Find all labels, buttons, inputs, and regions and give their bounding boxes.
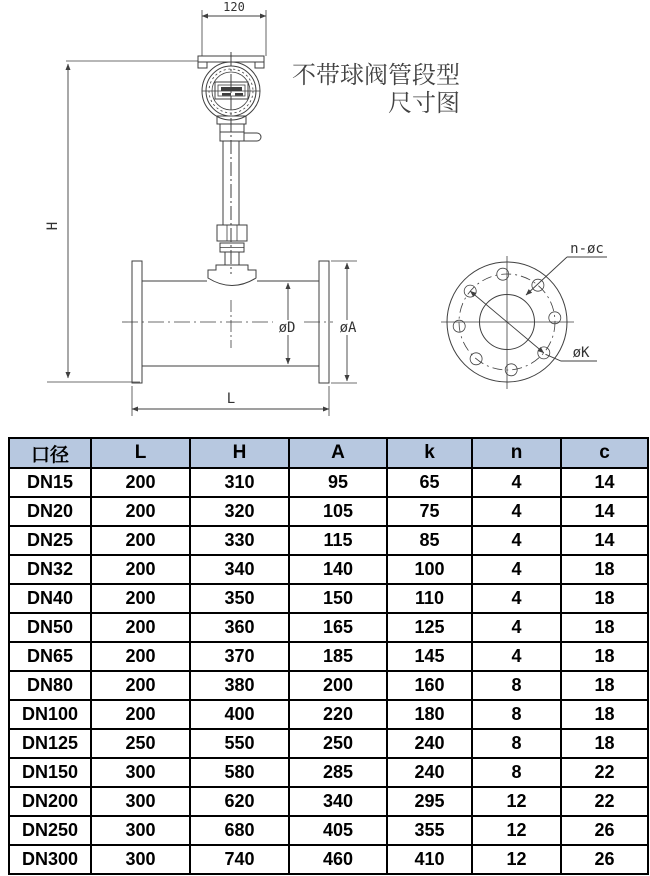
cell: 8	[472, 700, 561, 729]
cell: DN65	[9, 642, 91, 671]
table-row	[9, 816, 648, 845]
cell: 4	[472, 468, 561, 497]
cell: 22	[561, 758, 648, 787]
header-cell-L: L	[91, 438, 190, 468]
cell: 145	[387, 642, 472, 671]
flowmeter-drawing-area	[0, 0, 650, 437]
drawing-title-line2: 尺寸图	[388, 90, 460, 117]
cell: 22	[561, 787, 648, 816]
cell: DN20	[9, 497, 91, 526]
cell: DN15	[9, 468, 91, 497]
cell: 95	[289, 468, 387, 497]
cell: 340	[289, 787, 387, 816]
cell: 330	[190, 526, 289, 555]
dim-inner-diameter	[273, 283, 301, 364]
drawing-title	[290, 62, 460, 118]
table-row	[9, 787, 648, 816]
cell: 18	[561, 613, 648, 642]
cell: 460	[289, 845, 387, 874]
header-cell-c: c	[561, 438, 648, 468]
table-row	[9, 700, 648, 729]
cell: 180	[387, 700, 472, 729]
cell: 400	[190, 700, 289, 729]
header-cell-n: n	[472, 438, 561, 468]
cell: 240	[387, 729, 472, 758]
cell: 65	[387, 468, 472, 497]
cell: 300	[91, 758, 190, 787]
inner-diameter-label: øD	[278, 320, 296, 336]
cell: 300	[91, 816, 190, 845]
cell: 200	[91, 468, 190, 497]
cell: 620	[190, 787, 289, 816]
cell: 12	[472, 787, 561, 816]
cell: DN150	[9, 758, 91, 787]
cell: 100	[387, 555, 472, 584]
dim-head-width	[202, 0, 266, 56]
cell: 355	[387, 816, 472, 845]
cell: 105	[289, 497, 387, 526]
cell: 4	[472, 555, 561, 584]
cell: 115	[289, 526, 387, 555]
cell: 85	[387, 526, 472, 555]
table-row	[9, 642, 648, 671]
cell: 240	[387, 758, 472, 787]
cell: 140	[289, 555, 387, 584]
cell: 18	[561, 584, 648, 613]
cell: DN80	[9, 671, 91, 700]
cell: 4	[472, 642, 561, 671]
cell: 26	[561, 816, 648, 845]
cell: 580	[190, 758, 289, 787]
cell: 360	[190, 613, 289, 642]
cell: 4	[472, 613, 561, 642]
cell: 12	[472, 845, 561, 874]
cell: 125	[387, 613, 472, 642]
header-cell-k: k	[387, 438, 472, 468]
cell: 200	[91, 584, 190, 613]
cell: 75	[387, 497, 472, 526]
header-row	[9, 438, 648, 468]
cell: 200	[91, 613, 190, 642]
table-row	[9, 613, 648, 642]
cell: 680	[190, 816, 289, 845]
table-row	[9, 729, 648, 758]
cell: 200	[91, 555, 190, 584]
cell: DN40	[9, 584, 91, 613]
cell: 200	[91, 671, 190, 700]
cell: 110	[387, 584, 472, 613]
cable-port	[244, 133, 261, 141]
dim-height	[45, 61, 198, 382]
table-row	[9, 526, 648, 555]
bolt-holes-label: n-øc	[570, 241, 604, 257]
cell: 165	[289, 613, 387, 642]
cell: 26	[561, 845, 648, 874]
cell: 200	[91, 497, 190, 526]
cell: 250	[91, 729, 190, 758]
header-cell-A: A	[289, 438, 387, 468]
cell: 4	[472, 497, 561, 526]
header-cell-H: H	[190, 438, 289, 468]
length-label: L	[226, 391, 236, 407]
cell: DN32	[9, 555, 91, 584]
cell: 200	[289, 671, 387, 700]
cell: 12	[472, 816, 561, 845]
cell: 18	[561, 555, 648, 584]
cell: 185	[289, 642, 387, 671]
cell: DN200	[9, 787, 91, 816]
cell: 160	[387, 671, 472, 700]
table-row	[9, 555, 648, 584]
cell: 200	[91, 642, 190, 671]
table-row	[9, 845, 648, 874]
table-row	[9, 671, 648, 700]
cell: 410	[387, 845, 472, 874]
cell: 8	[472, 671, 561, 700]
cell: 18	[561, 700, 648, 729]
cell: 300	[91, 845, 190, 874]
table-row	[9, 468, 648, 497]
table-row	[9, 758, 648, 787]
cell: 370	[190, 642, 289, 671]
cell: 295	[387, 787, 472, 816]
pipe-section	[122, 261, 342, 383]
cell: DN125	[9, 729, 91, 758]
cell: 150	[289, 584, 387, 613]
drawing-title-line1: 不带球阀管段型	[292, 62, 460, 89]
cell: 285	[289, 758, 387, 787]
cell: 250	[289, 729, 387, 758]
dim-flange-diameter	[331, 261, 362, 383]
cell: 340	[190, 555, 289, 584]
cell: 405	[289, 816, 387, 845]
flange-diameter-label: øA	[339, 320, 357, 336]
cell: 8	[472, 729, 561, 758]
sensor-stem	[208, 141, 256, 286]
header-cell-diameter: 口径	[9, 438, 91, 468]
cell: 4	[472, 584, 561, 613]
cell: 18	[561, 729, 648, 758]
cell: 200	[91, 526, 190, 555]
dim-length	[132, 386, 329, 416]
cell: 14	[561, 468, 648, 497]
cell: 380	[190, 671, 289, 700]
cell: 4	[472, 526, 561, 555]
cell: 18	[561, 642, 648, 671]
cell: 310	[190, 468, 289, 497]
cell: DN250	[9, 816, 91, 845]
cell: DN300	[9, 845, 91, 874]
head-width-label: 120	[223, 0, 245, 14]
bolt-circle-label: øK	[572, 345, 590, 361]
cell: 220	[289, 700, 387, 729]
cell: DN100	[9, 700, 91, 729]
height-label: H	[45, 221, 61, 231]
cell: 550	[190, 729, 289, 758]
cell: 14	[561, 526, 648, 555]
cell: 18	[561, 671, 648, 700]
cell: 14	[561, 497, 648, 526]
dimension-table	[8, 437, 649, 875]
cell: DN25	[9, 526, 91, 555]
cell: DN50	[9, 613, 91, 642]
cell: 8	[472, 758, 561, 787]
table-row	[9, 584, 648, 613]
table-row	[9, 497, 648, 526]
cell: 200	[91, 700, 190, 729]
cell: 740	[190, 845, 289, 874]
cell: 300	[91, 787, 190, 816]
cell: 350	[190, 584, 289, 613]
cell: 320	[190, 497, 289, 526]
flange-end-view	[441, 241, 607, 389]
